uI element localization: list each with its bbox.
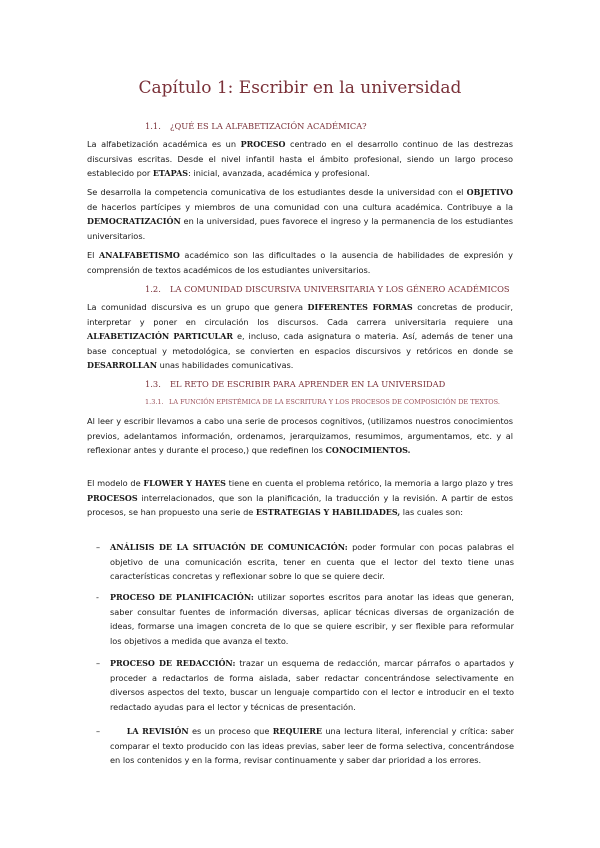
paragraph-alfabetizacion: La alfabetización académica es un PROCESO centrado en el desarrollo continuo de las destrezas discursivas escritas. Desde el nivel infantil hasta el ámbito profesional, siendo un largo proceso establecido por ETAPAS: inicial, avanzada, académica y profesional.	[87, 139, 514, 179]
paragraph-comunidad-discursiva: La comunidad discursiva es un grupo que genera DIFERENTES FORMAS concretas de producir, interpretar y poner en circulación los discursos. Cada carrera universitaria requiere una ALFABETIZACIÓN PARTICULAR e, incluso, cada asignatura o materia. Así, además de tener una base conceptual y metodológica, se convierten en espacios discursivos y retóricos en donde se DESARROLLAN unas habilidades comunicativas.	[87, 302, 513, 371]
section-number: 1.1.	[145, 121, 161, 131]
paragraph-procesos-cognitivos: Al leer y escribir llevamos a cabo una serie de procesos cognitivos, (utilizamos nuestros conocimientos previos, adelantamos información, ordenamos, jerarquizamos, resumimos, argumentamos, etc. y al reflexionar antes y durante el proceso,) que redefinen los CONOCIMIENTOS.	[87, 416, 513, 456]
paragraph-competencia: Se desarrolla la competencia comunicativa de los estudiantes desde la universidad con el OBJETIVO de hacerlos partícipes y miembros de una comunidad con una cultura académica. Contribuye a la DEMOCRATIZACIÓN en la universidad, pues favorece el ingreso y la permanencia de los estudiantes universitarios.	[87, 187, 513, 241]
chapter-title: Capítulo 1: Escribir en la universidad	[138, 78, 462, 98]
section-heading-1-1	[145, 121, 367, 131]
subsection-heading-1-3-1	[145, 398, 500, 406]
document-page: Capítulo 1: Escribir en la universidad 1.1. ¿QUÉ ES LA ALFABETIZACIÓN ACADÉMICA? La alfabetización académica es un PROCESO centrado en el desarrollo continuo de las destrezas discursivas escritas. Desde el nivel infantil hasta el ámbito profesional, siendo un largo proceso establecido por ETAPAS: inicial, avanzada, académica y profesional. Se desarrolla la competencia comunicativa de los estudiantes desde la universidad con el OBJETIVO de hacerlos partícipes y miembros de una comunidad con una cultura académica. Contribuye a la DEMOCRATIZACIÓN en la universidad, pues favorece el ingreso y la permanencia de los estudiantes universitarios. El ANALFABETISMO académico son las dificultades o la ausencia de habilidades de expresión y comprensión de textos académicos de los estudiantes universitarios. 1.2. LA COMUNIDAD DISCURSIVA UNIVERSITARIA Y LOS GÉNERO ACADÉMICOS La comunidad discursiva es un grupo que genera DIFERENTES FORMAS concretas de producir, interpretar y poner en circulación los discursos. Cada carrera universitaria requiere una ALFABETIZACIÓN PARTICULAR e, incluso, cada asignatura o materia. Así, además de tener una base conceptual y metodológica, se convierten en espacios discursivos y retóricos en donde se DESARROLLAN unas habilidades comunicativas. 1.3. EL RETO DE ESCRIBIR PARA APRENDER EN LA UNIVERSIDAD 1.3.1. LA FUNCIÓN EPISTÉMICA DE LA ESCRITURA Y LOS PROCESOS DE COMPOSICIÓN DE TEXTOS. Al leer y escribir llevamos a cabo una serie de procesos cognitivos, (utilizamos nuestros conocimientos previos, adelantamos información, ordenamos, jerarquizamos, resumimos, argumentamos, etc. y al reflexionar antes y durante el proceso,) que redefinen los CONOCIMIENTOS. El modelo de FLOWER Y HAYES tiene en cuenta el problema retórico, la memoria a largo plazo y tres PROCESOS interrelacionados, que son la planificación, la traducción y la revisión. A partir de estos procesos, se han propuesto una serie de ESTRATEGIAS Y HABILIDADES, las cuales son: – ANÁLISIS DE LA SITUACIÓN DE COMUNICACIÓN: poder formular con pocas palabras el objetivo de una comunicación escrita, tener en cuenta que el lector del texto tiene unas características concretas y reflexionar sobre lo que se quiere decir. - PROCESO DE PLANIFICACIÓN: utilizar soportes escritos para anotar las ideas que generan, saber consultar fuentes de información diversas, aplicar técnicas diversas de organización de ideas, formarse una imagen concreta de lo que se quiere escribir, y ser flexible para reformular los objetivos a medida que avanza el texto. – PROCESO DE REDACCIÓN: trazar un esquema de redacción, marcar párrafos o apartados y proceder a redactarlos de forma aislada, saber redactar concentrándose selectivamente en diversos aspectos del texto, buscar un lenguaje compartido con el lector e introducir en el texto redactado ayudas para el lector y técnicas de presentación. – LA REVISIÓN es un proceso que REQUIERE una lectura literal, inferencial y crítica: saber comparar el texto producido con las ideas previas, saber leer de forma selectiva, concentrándose en los contenidos y en la forma, revisar continuamente y saber dar prioridad a los errores.	[0, 0, 600, 848]
section-number: 1.3.1.	[145, 398, 164, 406]
section-title: EL RETO DE ESCRIBIR PARA APRENDER EN LA UNIVERSIDAD	[170, 379, 446, 389]
section-number: 1.3.	[145, 379, 161, 389]
list-dash: -	[96, 592, 99, 602]
section-number: 1.2.	[145, 284, 161, 294]
section-title: LA FUNCIÓN EPISTÉMICA DE LA ESCRITURA Y LOS PROCESOS DE COMPOSICIÓN DE TEXTOS.	[169, 398, 500, 406]
list-dash: –	[96, 542, 101, 552]
section-heading-1-2	[145, 284, 510, 294]
paragraph-analfabetismo: El ANALFABETISMO académico son las dificultades o la ausencia de habilidades de expresión y comprensión de textos académicos de los estudiantes universitarios.	[87, 250, 513, 275]
paragraph-flower-hayes: El modelo de FLOWER Y HAYES tiene en cuenta el problema retórico, la memoria a largo plazo y tres PROCESOS interrelacionados, que son la planificación, la traducción y la revisión. A partir de estos procesos, se han propuesto una serie de ESTRATEGIAS Y HABILIDADES, las cuales son:	[87, 478, 513, 518]
section-title: LA COMUNIDAD DISCURSIVA UNIVERSITARIA Y LOS GÉNERO ACADÉMICOS	[170, 284, 510, 294]
list-dash: –	[96, 726, 101, 736]
section-heading-1-3	[145, 379, 445, 389]
section-title: ¿QUÉ ES LA ALFABETIZACIÓN ACADÉMICA?	[170, 121, 367, 131]
list-dash: –	[96, 658, 101, 668]
